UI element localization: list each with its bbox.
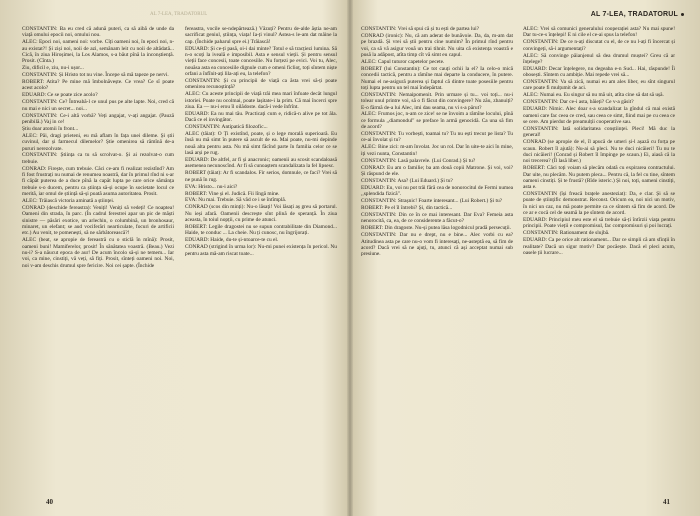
dialogue-paragraph: EDUARD: Ce se poate zice acolo? xyxy=(22,92,98,99)
dialogue-paragraph: CONSTANTIN: Și cu principii de viață ca ăsta vrei să-ți poate omenirea recunoștință? xyxy=(185,77,337,91)
dialogue-paragraph: ALEC: Epoci noi, oameni noi: vorbe. Cîți oameni noi, în epoci noi, n-au existat?! Și ziși noi, noii de azi, semănam leit cu noii de altădată... Cică, în ziua Hiroșimei, la Los Alamos, s-a băut pînă la inconștiență. Prosit. (Cînta.) xyxy=(22,39,174,65)
dialogue-paragraph: CONSTANTIN: Din ce în ce mai interesant. Dar Eva? Femeia asta nenorocită, ca, ea, de ce considerente a făcut-o? xyxy=(361,211,513,225)
dialogue-paragraph: Știu doar atomii în front... xyxy=(22,125,79,132)
dialogue-paragraph: CONSTANTIN: Știința ca tu să scrolvat-o. Și ai rezolvat-o cum trebuie. xyxy=(22,152,174,165)
left-page-number: 40 xyxy=(46,498,53,506)
dialogue-paragraph: CONRAD: Firește, cum trebuie. Căci ce-am fi realizat rezistînd? Am fi fost frustrați nu numai de renumea noastră, dar în primul rînd ni s-ar fi căpăt puterea de a duce pînă la capăt lupta pe care orice sămânța trebuie s-o ducem, pentru ca știința să-și ocupe în societate locul ce merită, iar omul de știință să-și poată asuma autoritatea. Prosit. xyxy=(22,165,174,198)
right-column-2 xyxy=(523,26,675,500)
dialogue-paragraph: CONSTANTIN: Antipatică filozofic... xyxy=(185,124,268,131)
dialogue-paragraph: CONRAD (strigind în urma lor): Nu-mi punei existența în pericol. Nu pentru asta mă-am riscat toate... xyxy=(185,244,337,257)
dialogue-paragraph: ROBERT: Pe el îl întrebi? Și, din tactică... xyxy=(361,205,453,211)
dialogue-paragraph: CONRAD (scos din minți): Nu-o lăsați! Voi lăsați aș greu să portarul. Nu ieși afară. Oamenii descrește sînt plină de speranță. În ziua aceasta, în toiul nopții, cu prime de atunci. xyxy=(185,204,337,224)
dialogue-paragraph: CONRAD (se apropie de el, îl apucă de umeri și-l așază cu forța pe scaun. Robert îl ajută): Nu-ai să pleci. Nu te duci nicăieri! Tu nu te duci nicăieri! (Conrad și Robert îl împinge pe scaun.) Ei, aiasă că la noi trecerea? (Îl lasă liber.) xyxy=(523,139,675,165)
dialogue-paragraph: EDUARD: Și ce-ți pasă, oi-i dai minte? Totul e să tracțiezi lumina. Să n-o scoți la iveală e imposibil. Asta e sensul vieții. Și pentru sensul vieții face concesii, toate concesiile. Nu forțezi pe evici. Voi tu, Alec, nouăsa asta ea concesiile dignule cum e omeni ficlioț, toți sîntem niște orfani a înfînit-ați lila-ați eu, la telefon? xyxy=(185,45,337,77)
dialogue-paragraph: EDUARD: Decar înțelegere, nu degeaba e-n Sud... Hai, răspunde! Îi obosești. Sîntem cu ambiție. Mai repede vrei să... xyxy=(523,65,675,79)
right-page-number: 41 xyxy=(663,498,670,506)
dialogue-paragraph: CONSTANTIN: Asa? (Lui Eduard.) Și tu? xyxy=(361,177,453,184)
dialogue-paragraph: CONSTANTIN: De ce n-ați discutat cu el, de ce nu l-ați fi încercat și convingeți, să-i argumentați? xyxy=(523,39,675,52)
dialogue-paragraph: CONSTANTIN: Ce-i altă vorbă? Veți angajat, v-ați angajat. (Pauză penibilă.) Vaj in ce! xyxy=(22,112,174,125)
dialogue-paragraph: Ziu, dificil e, ziu, nu-i ușor... xyxy=(22,65,84,72)
dialogue-paragraph: CONSTANTIN (își freacă brațele anesteziat): Da, e clar. Și să se poate de științific demonstrat. Reconst. Oricum ea, noi nici un motiv, în nici un caz, nu mă poate permite ca ce sîntem să fim de acord. De ce ar e cocă cel de seamă la pe sîntem de acord. xyxy=(523,191,675,217)
header-bullet-icon xyxy=(681,13,684,16)
dialogue-paragraph: ROBERT: Din dragoste. Nu-și putea lăsa logodnicul pradă persecuții. xyxy=(361,225,512,232)
dialogue-paragraph: ALEC: Frumos joc, n-am ce zice! se ne învoim a rămîne locului, pînă ce formula ,,diamondul" se preface în armă genocidă. Ca una să fim de acord? xyxy=(361,111,513,131)
left-page-faint-header: AL 7-LEA, TRADATORUL xyxy=(150,12,208,17)
dialogue-paragraph: EVA: Nu mai. Trebuie. Să văd ce i se întîmplă. xyxy=(185,197,287,204)
dialogue-paragraph: CONSTANTIN: Dar ce-i asta, băieți? Ce v-a găsit? xyxy=(523,99,634,106)
dialogue-paragraph: CONRAD (deschide fereastra): Veniți! Veniți să vedeți! Ce noaptea! Oameni din strada, în parc. (În cadrul ferestrei apar un pic de măști sinistre — păsări exotice, un arlechin, o columbină, un bronhosaur, minaret, un elefant; se aud vociferări nearticulate, focuri de artificii etc.) Au venit, te pomenești, să ne sărbătorească?! xyxy=(22,205,174,237)
dialogue-paragraph: CONSTANTIN: Ba eu cred că adună puteri, ca să aibă de unde da viață omului epocii noi, omului nou. xyxy=(22,26,174,39)
dialogue-paragraph: CONRAD: Eu am o familie; ba am două copii Matrone. Și voi, voi? Și răspund de ele. xyxy=(361,164,513,177)
dialogue-paragraph: EDUARD: Haide, du-te și-ntoarce-te cu el. xyxy=(185,237,279,244)
dialogue-paragraph: CONRAD (ironic): Nu, că am aderat de bunăvoie. Da, da, m-am dat pe brazdă. Și vrei să știi pentru cine numim? În primul rînd pentru voi, ca să vă asigur vouă un trai tihnit. Nu uita că existența voastră e pusă la adăpost, atîta timp cît vă simt eu capul. xyxy=(361,32,513,58)
dialogue-paragraph: CONSTANTIN: Dar nu e drept, nu e bine... Alec vorbi cu ea? Atitudinea asta pe care nu-o vom fi interesați, ne-asteptă ea, să fim de acord? Dacă vrei să ne ajuți, tu, atunci că ași acceptat numai sub presiune. xyxy=(361,232,513,258)
dialogue-paragraph: EDUARD: Eu, voi nu pot trăi fără cea de nonorocitul de Fermi numea ,,splendida fizică". xyxy=(361,184,513,198)
dialogue-paragraph: CONSTANTIN: Iată solidaritatea conștiinței. Pleci! Mă duc la general! xyxy=(523,125,675,139)
dialogue-paragraph: CONSTANTIN: Va să zică, numai eu am ales liber, eu sînt singurul care poate fi mulțumit de aci. xyxy=(523,79,675,92)
dialogue-paragraph: fereastra, vocile se-ndepărtează.) Văzuți? Pentru de-alde ăștia ne-am sacrificat geniul, știința, viața! Ia-ți vinul? Astea-s le-am dat mâine la cap. (Închide paharul spre ei.) Trăiască! xyxy=(185,26,337,45)
dialogue-paragraph: CONSTANTIN: Tu vorbești, toamai tu? Tu nu ești trecut pe lista? Tu ce-ai învolat și tu? xyxy=(361,131,513,144)
dialogue-paragraph: EDUARD: Nimic. Alec doar s-a scandalizat la gîndul că mai există oameni care fac ceea ce cred, sau ceea ce simt, fiind mai pe cu ceea ce se cere. Am pierdut de preamulții cooperative sau. xyxy=(523,106,675,125)
left-page xyxy=(0,0,349,516)
left-column-1 xyxy=(22,26,174,500)
right-page xyxy=(351,0,700,516)
dialogue-paragraph: ALEC: Păi, dragi prieteni, eu mă aflam în fața unei dileme. Și știi cuvinul, dar și farmecul dilemelor? Știe omenirea să rămînă de-a pururi nerezolvate. xyxy=(22,132,174,152)
dialogue-paragraph: CONSTANTIN: Strașnic! Foarte interesant... (Lui Robert.) Și tu? xyxy=(361,198,503,205)
dialogue-paragraph: ALEC: Numai eu. Eu singur să nu mă uit, atîta cine să dat să ușă. xyxy=(523,92,664,99)
dialogue-paragraph: EDUARD: Ca pe orice alt rationament... Dar ce simpli că am sfinții în realitate? Dacă un sigur motiv? Dar pocăește. Dacă el pleci acum, oasele ții lucrare... xyxy=(523,237,675,256)
dialogue-paragraph: ROBERT (tăiat): Ar fi scandalos. Fir serios, domnule, ce faci? Vrei să ne pună în rug. xyxy=(185,170,337,183)
dialogue-paragraph: CONSTANTIN: Și Hristo tot nu vine. Începe să mă tapeze pe nervi. xyxy=(22,72,169,79)
dialogue-paragraph: CONSTANTIN: Nemaipomenit. Prin urmare și tu... voi toți... nu-i tolear unul printre voi, să o fi făcut din convingere? Nu zău, zbanuiți? E-o fărmă de-a lui Alec, imi dau seama, nu vi s-a părut? xyxy=(361,91,513,111)
left-column-2 xyxy=(185,26,337,500)
dialogue-paragraph: ALEC: Cu aceste principii de viață trăi mea mari înfoate decât lungul istoriei. Poate nu ocolmai, poate lașitate-i la prim. Că mai încerci spre ziua. Ea — nu-i erou îl oilădoste. dacă-i vede înfrînt. xyxy=(185,91,337,110)
dialogue-paragraph: ALEC (tăiat): O Ți existînd, poate, și o lege morală superioară. Eu însă nu mă simt în putere să ascult de ea. Mai poate, nu-mi depinde nouă alta pentru asta. Nu mă simt făcînd parte în familia celor ce se lasă arși pe rug. xyxy=(185,131,337,157)
dialogue-paragraph: EDUARD: De altfel, ar fi și anacronic; oamenii au scosit scandaloasă asemenea necunoscînd. Ar fi să cunoaștem scandalizata la fel lipsesc. xyxy=(185,157,337,170)
dialogue-paragraph: CONSTANTIN: Vrei să spui că și tu ești de partea lui? xyxy=(361,26,480,32)
dialogue-paragraph: ROBERT: Căci toți voiam să plecăm odată cu expirarea contractului. Dar uite, nu plecăm. Nu putem pleca... Pentru că, la fel cu tine, sîntem oameni cinstiți. Și te frustă? (Rîde isteric.) Și noi, toți, oameni cinstiți, asta e. xyxy=(523,165,675,191)
dialogue-paragraph: ALEC: Vrei să comunici generalului cooperației asta? Nu mai spune! Dar tu-ce-s înțelepi! E ni cile el ce-ai spus la telefon! xyxy=(523,26,675,39)
running-header-text: AL 7-LEA, TRADATORUL xyxy=(590,11,678,18)
dialogue-paragraph: ROBERT: Legile dragostei nu se supun contrabilitate din Diamond... Haide, te conduc ... La cheie. Nu ți cunosc, nu îngrijorați. xyxy=(185,224,337,237)
dialogue-paragraph: EDUARD: Principiul meu este el să trebuie să-ți întîrzii viața pentru principii. Poate vieții e compromisul, fac compromisuri și poi lucrați. xyxy=(523,217,675,230)
right-column-1 xyxy=(361,26,513,500)
dialogue-paragraph: CONSTANTIN: Lasă palavrele. (Lui Conrad.) Și tu? xyxy=(361,157,476,164)
dialogue-paragraph: CONSTANTIN: Rationament de slujbă. xyxy=(523,230,610,237)
dialogue-paragraph: ROBERT (lui Constantin): Ce tot cauți ochii la el? Ia celo-o mică concedii tactică, pentru a rămîne mai departe la conducere, în putere. Numai el ne-asigură puterea și faptul că dintre toate posesiile pentru toți lupta pentru un tel mai îndepărtat. xyxy=(361,65,513,91)
dialogue-paragraph: ROBERT: Atita? Pe mine mă îmbolnăvește. Ce vrea? Ce sî poate acest acolo? xyxy=(22,79,174,92)
dialogue-paragraph: ROBERT: Vine și el. Judică. Fii lîngă mine. xyxy=(185,190,280,197)
dialogue-paragraph: ALEC: Să convinge păianjenul să dea drumul muștei? Greu că ar înțelege? xyxy=(523,52,675,65)
dialogue-paragraph: ALEC: Capul tuturor capetelor pecete. xyxy=(361,58,445,65)
running-header xyxy=(591,11,684,18)
dialogue-paragraph: ALEC: Bine zici: m-am învolat. Joc un rol. Dar în uite-te aici în mine, iți vezi nunta, Constantin! xyxy=(361,144,513,157)
dialogue-paragraph: ALEC (beat, se apropie de fereastră cu o sticlă în mînă): Prosit, oameni buni! Mamiferelor, prosit! În sănătatea voastră. (Beau.) Vezi nu-i? S-a năucut epoca de aur! De acum încolo să-și ne temem... Iar voi, ca mine, cinstiți, vă veți, să fiți. Prosit, sînteți oameni noi. Noi, noi v-am deschis drumul spre fericire. Noi cei șapte. (Închide xyxy=(22,237,174,269)
dialogue-paragraph: EDUARD: Ea nu mai tău. Practicați cum e, ridică-n alive pe tot ăla. Dacă ce el invingător. xyxy=(185,110,337,124)
dialogue-paragraph: EVA: Hristo... nu-i aici? xyxy=(185,183,238,190)
dialogue-paragraph: CONSTANTIN: Ce? Întreabă-l ce unul pus pe alte lapte. Noi, cred că nu mai e nici un secret... noi... xyxy=(22,99,174,112)
dialogue-paragraph: ALEC: Trăiască victoria aminată a științei. xyxy=(22,198,115,205)
